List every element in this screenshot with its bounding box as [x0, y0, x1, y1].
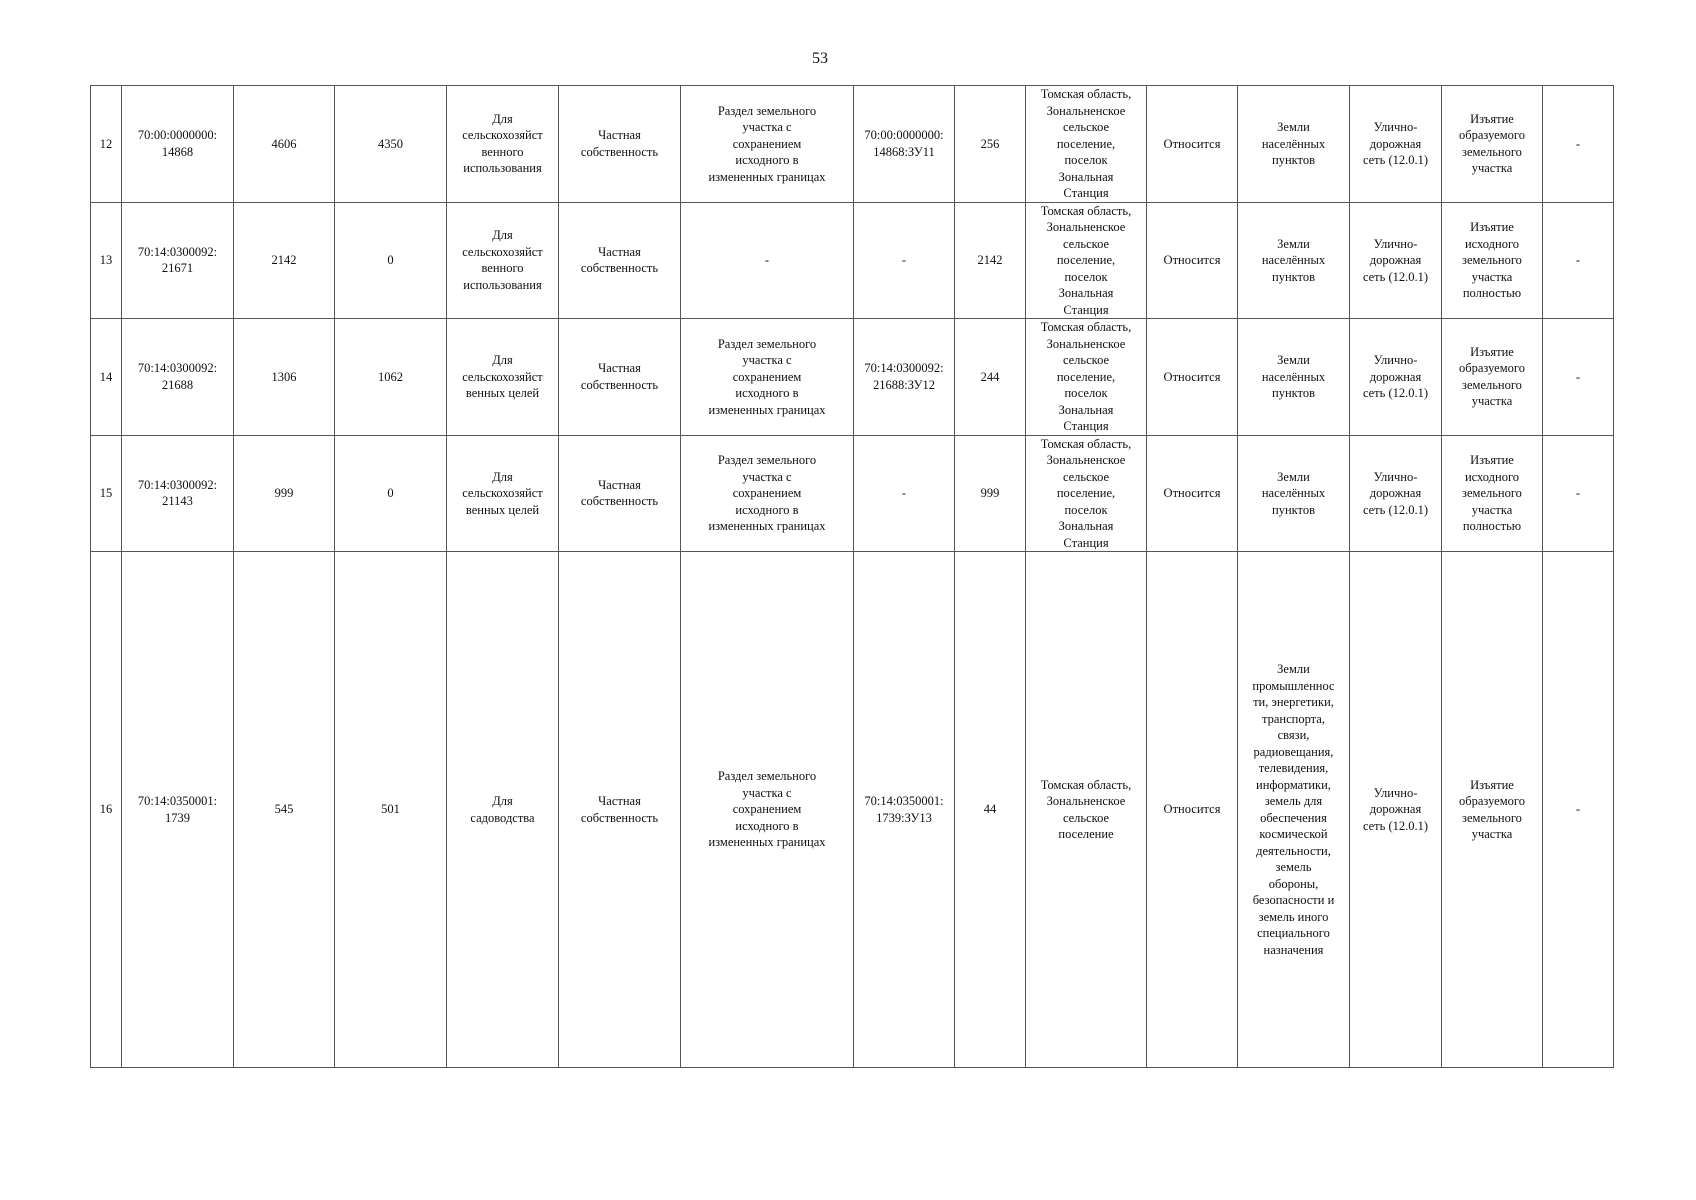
remaining-area-cell	[335, 552, 447, 1068]
cadastral-number-text: 70:14:0300092: 21143	[137, 477, 218, 509]
location-text: Томская область, Зональненское сельское поселение, поселок Зональная Станция	[1040, 436, 1132, 550]
location-cell	[1026, 435, 1147, 552]
new-plot-number-cell	[854, 319, 955, 436]
new-plot-number-cell	[854, 202, 955, 319]
formation-method-cell	[681, 86, 854, 203]
new-plot-number-cell	[854, 435, 955, 552]
new-plot-area-text: 256	[980, 136, 1000, 151]
cadastral-number-cell	[122, 202, 234, 319]
note-text: -	[1575, 253, 1581, 267]
cadastral-number-cell	[122, 435, 234, 552]
permitted-use-cell	[1350, 202, 1442, 319]
note-cell	[1543, 86, 1614, 203]
formation-method-text: Раздел земельного участка с сохранением исходного в измененных границах	[708, 336, 826, 417]
note-cell	[1543, 435, 1614, 552]
new-plot-area-cell	[955, 202, 1026, 319]
location-text: Томская область, Зональненское сельское поселение, поселок Зональная Станция	[1040, 87, 1132, 200]
cadastral-number-text: 70:00:0000000: 14868	[137, 128, 218, 159]
land-use-cell	[447, 435, 559, 552]
new-plot-area-text: 44	[983, 802, 997, 817]
land-category-text: Земли населённых пунктов	[1261, 236, 1326, 284]
land-category-cell	[1238, 319, 1350, 436]
row-number-cell	[91, 86, 122, 203]
land-category-text: Земли населённых пунктов	[1261, 469, 1326, 517]
permitted-use-text: Улично- дорожная сеть (12.0.1)	[1362, 120, 1429, 167]
permitted-use-text: Улично- дорожная сеть (12.0.1)	[1362, 469, 1429, 517]
location-cell	[1026, 202, 1147, 319]
relation-cell	[1147, 86, 1238, 203]
total-area-cell	[234, 86, 335, 203]
formation-method-text: Раздел земельного участка с сохранением исходного в измененных границах	[708, 769, 826, 850]
row-number-text: 13	[99, 253, 113, 267]
action-cell	[1442, 86, 1543, 203]
action-cell	[1442, 435, 1543, 552]
permitted-use-text: Улично- дорожная сеть (12.0.1)	[1362, 236, 1429, 284]
formation-method-text: -	[764, 253, 770, 267]
action-text: Изъятие исходного земельного участка полностью	[1462, 453, 1522, 533]
remaining-area-cell	[335, 435, 447, 552]
location-cell	[1026, 319, 1147, 436]
location-cell	[1026, 552, 1147, 1068]
ownership-cell	[559, 202, 681, 319]
land-use-text: Для сельскохозяйст венных целей	[462, 469, 543, 517]
row-number-cell	[91, 435, 122, 552]
new-plot-area-cell	[955, 86, 1026, 203]
location-text: Томская область, Зональненское сельское поселение	[1040, 777, 1132, 841]
relation-text: Относится	[1163, 369, 1221, 384]
note-cell	[1543, 202, 1614, 319]
formation-method-text: Раздел земельного участка с сохранением исходного в измененных границах	[708, 103, 826, 184]
new-plot-number-text: 70:14:0300092: 21688:ЗУ12	[864, 361, 944, 392]
cadastral-number-cell	[122, 552, 234, 1068]
cadastral-number-text: 70:14:0300092: 21688	[137, 361, 218, 392]
total-area-text: 2142	[271, 253, 297, 267]
land-category-text: Земли промышленнос ти, энергетики, транспорта, связи, радиовещания, телевидения, информатики, земель для обеспечения космической деятельности, земель обороны, безопасности и земель иного специального назначения	[1252, 662, 1335, 957]
land-category-text: Земли населённых пунктов	[1261, 353, 1326, 400]
total-area-cell	[234, 552, 335, 1068]
ownership-text: Частная собственность	[580, 794, 659, 825]
total-area-text: 4606	[271, 136, 297, 151]
permitted-use-cell	[1350, 86, 1442, 203]
action-text: Изъятие образуемого земельного участка	[1459, 777, 1525, 841]
location-cell	[1026, 86, 1147, 203]
total-area-cell	[234, 319, 335, 436]
table-row	[91, 552, 1614, 1068]
ownership-cell	[559, 435, 681, 552]
remaining-area-text: 501	[381, 802, 400, 817]
relation-text: Относится	[1163, 486, 1221, 500]
new-plot-number-cell	[854, 552, 955, 1068]
row-number-cell	[91, 552, 122, 1068]
ownership-text: Частная собственность	[580, 477, 659, 509]
relation-text: Относится	[1163, 136, 1221, 151]
new-plot-area-cell	[955, 435, 1026, 552]
total-area-cell	[234, 202, 335, 319]
remaining-area-cell	[335, 319, 447, 436]
land-use-text: Для сельскохозяйст венного использования	[462, 111, 543, 176]
note-cell	[1543, 552, 1614, 1068]
action-cell	[1442, 552, 1543, 1068]
total-area-text: 1306	[271, 369, 297, 384]
row-number-cell	[91, 319, 122, 436]
total-area-text: 545	[274, 802, 294, 817]
new-plot-area-text: 2142	[977, 253, 1003, 267]
land-use-text: Для садоводства	[470, 794, 535, 825]
permitted-use-cell	[1350, 319, 1442, 436]
formation-method-cell	[681, 552, 854, 1068]
action-cell	[1442, 202, 1543, 319]
location-text: Томская область, Зональненское сельское поселение, поселок Зональная Станция	[1040, 203, 1132, 317]
note-text: -	[1575, 802, 1581, 817]
relation-text: Относится	[1163, 253, 1221, 267]
relation-cell	[1147, 202, 1238, 319]
land-use-cell	[447, 552, 559, 1068]
cadastral-number-cell	[122, 86, 234, 203]
land-category-cell	[1238, 86, 1350, 203]
land-category-text: Земли населённых пунктов	[1261, 120, 1326, 167]
table-body	[91, 86, 1614, 1068]
remaining-area-text: 4350	[378, 136, 403, 151]
note-text: -	[1575, 136, 1581, 151]
new-plot-area-text: 244	[980, 369, 1000, 384]
formation-method-cell	[681, 202, 854, 319]
remaining-area-text: 0	[387, 253, 394, 267]
relation-text: Относится	[1163, 802, 1221, 817]
ownership-cell	[559, 86, 681, 203]
note-cell	[1543, 319, 1614, 436]
land-use-cell	[447, 86, 559, 203]
total-area-text: 999	[274, 486, 294, 500]
land-category-cell	[1238, 435, 1350, 552]
land-use-cell	[447, 319, 559, 436]
land-category-cell	[1238, 202, 1350, 319]
cadastral-number-text: 70:14:0300092: 21671	[137, 244, 218, 276]
remaining-area-text: 1062	[378, 369, 403, 384]
table-row	[91, 319, 1614, 436]
action-text: Изъятие образуемого земельного участка	[1459, 344, 1525, 409]
note-text: -	[1575, 369, 1581, 384]
action-cell	[1442, 319, 1543, 436]
formation-method-text: Раздел земельного участка с сохранением исходного в измененных границах	[708, 453, 826, 533]
ownership-cell	[559, 319, 681, 436]
ownership-cell	[559, 552, 681, 1068]
row-number-text: 14	[99, 369, 113, 384]
land-plots-table	[90, 85, 1614, 1068]
land-use-cell	[447, 202, 559, 319]
page-number: 53	[812, 50, 828, 67]
permitted-use-cell	[1350, 435, 1442, 552]
new-plot-area-cell	[955, 319, 1026, 436]
formation-method-cell	[681, 435, 854, 552]
total-area-cell	[234, 435, 335, 552]
note-text: -	[1575, 486, 1581, 500]
new-plot-number-text: -	[901, 253, 907, 267]
table-row	[91, 202, 1614, 319]
permitted-use-text: Улично- дорожная сеть (12.0.1)	[1362, 353, 1429, 400]
action-text: Изъятие образуемого земельного участка	[1459, 111, 1525, 176]
permitted-use-text: Улично- дорожная сеть (12.0.1)	[1362, 785, 1429, 833]
new-plot-area-text: 999	[980, 486, 1000, 500]
formation-method-cell	[681, 319, 854, 436]
row-number-text: 16	[99, 802, 113, 817]
new-plot-number-cell	[854, 86, 955, 203]
row-number-text: 15	[99, 486, 113, 500]
relation-cell	[1147, 435, 1238, 552]
row-number-text: 12	[99, 136, 113, 151]
ownership-text: Частная собственность	[580, 361, 659, 392]
land-use-text: Для сельскохозяйст венного использования	[462, 228, 543, 292]
cadastral-number-cell	[122, 319, 234, 436]
row-number-cell	[91, 202, 122, 319]
new-plot-number-text: 70:00:0000000: 14868:ЗУ11	[864, 128, 944, 159]
cadastral-number-text: 70:14:0350001: 1739	[137, 794, 218, 825]
table-row	[91, 86, 1614, 203]
remaining-area-text: 0	[387, 486, 394, 500]
remaining-area-cell	[335, 202, 447, 319]
table-row	[91, 435, 1614, 552]
location-text: Томская область, Зональненское сельское поселение, поселок Зональная Станция	[1040, 320, 1132, 433]
relation-cell	[1147, 552, 1238, 1068]
permitted-use-cell	[1350, 552, 1442, 1068]
remaining-area-cell	[335, 86, 447, 203]
action-text: Изъятие исходного земельного участка полностью	[1462, 220, 1522, 300]
new-plot-number-text: 70:14:0350001: 1739:ЗУ13	[864, 794, 944, 825]
relation-cell	[1147, 319, 1238, 436]
new-plot-number-text: -	[901, 486, 907, 500]
land-use-text: Для сельскохозяйст венных целей	[462, 353, 543, 400]
ownership-text: Частная собственность	[580, 244, 659, 276]
ownership-text: Частная собственность	[580, 128, 659, 159]
new-plot-area-cell	[955, 552, 1026, 1068]
land-category-cell	[1238, 552, 1350, 1068]
